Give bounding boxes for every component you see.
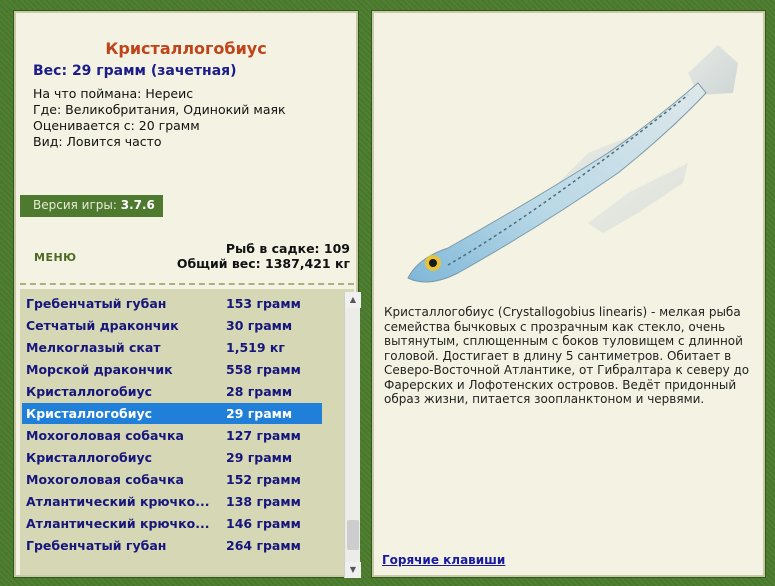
catch-list[interactable] bbox=[20, 289, 357, 575]
list-item-weight: 28 грамм bbox=[226, 384, 293, 399]
fish-weight: Вес: 29 грамм (зачетная) bbox=[33, 63, 237, 79]
list-item-name: Кристаллогобиус bbox=[26, 406, 153, 421]
list-item-weight: 153 грамм bbox=[226, 296, 301, 311]
list-item-weight: 29 грамм bbox=[226, 406, 293, 421]
fish-bait: На что поймана: Нереис bbox=[33, 86, 194, 101]
list-item-name: Гребенчатый губан bbox=[26, 296, 167, 311]
fish-picture bbox=[388, 33, 758, 293]
list-item-weight: 558 грамм bbox=[226, 362, 301, 377]
list-item-name: Атлантический крючко... bbox=[26, 516, 210, 531]
version-bar bbox=[20, 195, 163, 217]
list-item-name: Сетчатый дракончик bbox=[26, 318, 179, 333]
divider bbox=[20, 283, 354, 285]
list-item-weight: 264 грамм bbox=[226, 538, 301, 553]
fish-title: Кристаллогобиус bbox=[105, 39, 267, 58]
list-item[interactable] bbox=[22, 425, 322, 446]
list-item-name: Атлантический крючко... bbox=[26, 494, 210, 509]
list-item-weight: 29 грамм bbox=[226, 450, 293, 465]
fish-count: Рыб в садке: 109 bbox=[225, 241, 350, 256]
list-item[interactable] bbox=[22, 491, 322, 512]
keepnet-stats bbox=[177, 241, 350, 271]
list-item[interactable] bbox=[22, 337, 322, 358]
list-item-name: Морской дракончик bbox=[26, 362, 173, 377]
list-item-weight: 138 грамм bbox=[226, 494, 301, 509]
list-item-name: Гребенчатый губан bbox=[26, 538, 167, 553]
list-item[interactable] bbox=[22, 447, 322, 468]
list-scrollbar[interactable] bbox=[344, 292, 360, 578]
total-weight: Общий вес: 1387,421 кг bbox=[176, 256, 350, 271]
fish-detail-panel bbox=[372, 11, 765, 577]
catch-info-panel bbox=[14, 11, 358, 577]
list-item[interactable] bbox=[22, 513, 322, 534]
list-item[interactable] bbox=[22, 469, 322, 490]
list-item[interactable] bbox=[22, 381, 322, 402]
list-item[interactable] bbox=[22, 315, 322, 336]
list-item-weight: 1,519 кг bbox=[226, 340, 285, 355]
list-item-weight: 152 грамм bbox=[226, 472, 301, 487]
version-number: 3.7.6 bbox=[120, 198, 155, 212]
fish-value: Оценивается с: 20 грамм bbox=[33, 118, 200, 133]
list-item[interactable] bbox=[22, 293, 322, 314]
list-item-name: Мохоголовая собачка bbox=[26, 428, 184, 443]
scroll-down-icon[interactable]: ▼ bbox=[345, 562, 361, 578]
list-item-weight: 30 грамм bbox=[226, 318, 293, 333]
fish-location: Где: Великобритания, Одинокий маяк bbox=[33, 102, 286, 117]
list-item[interactable] bbox=[22, 359, 322, 380]
fish-description: Кристаллогобиус (Crystallogobius linearis) - мелкая рыба семейства бычковых с прозрачным как стекло, очень вытянутым, сплющенным с боков туловищем с длинной головой. Достигает в длину 5 сантиметров. Обитает в Северо-Восточной Атлантике, от Гибралтара к северу до Фарерских и Лофотенских островов. Ведёт придонный образ жизни, питается зоопланктоном и червями. bbox=[384, 305, 750, 406]
list-item-name: Мохоголовая собачка bbox=[26, 472, 184, 487]
scroll-up-icon[interactable]: ▲ bbox=[345, 292, 361, 308]
menu-button[interactable]: МЕНЮ bbox=[34, 251, 77, 264]
list-item[interactable] bbox=[22, 535, 322, 556]
hotkeys-link[interactable]: Горячие клавиши bbox=[382, 553, 506, 567]
list-item-name: Кристаллогобиус bbox=[26, 384, 153, 399]
scroll-thumb[interactable] bbox=[347, 520, 359, 550]
list-item-weight: 146 грамм bbox=[226, 516, 301, 531]
list-item-name: Мелкоглазый скат bbox=[26, 340, 161, 355]
version-label: Версия игры: bbox=[33, 198, 117, 212]
list-item[interactable] bbox=[22, 403, 322, 424]
fish-type: Вид: Ловится часто bbox=[33, 134, 162, 149]
list-item-weight: 127 грамм bbox=[226, 428, 301, 443]
list-item-name: Кристаллогобиус bbox=[26, 450, 153, 465]
